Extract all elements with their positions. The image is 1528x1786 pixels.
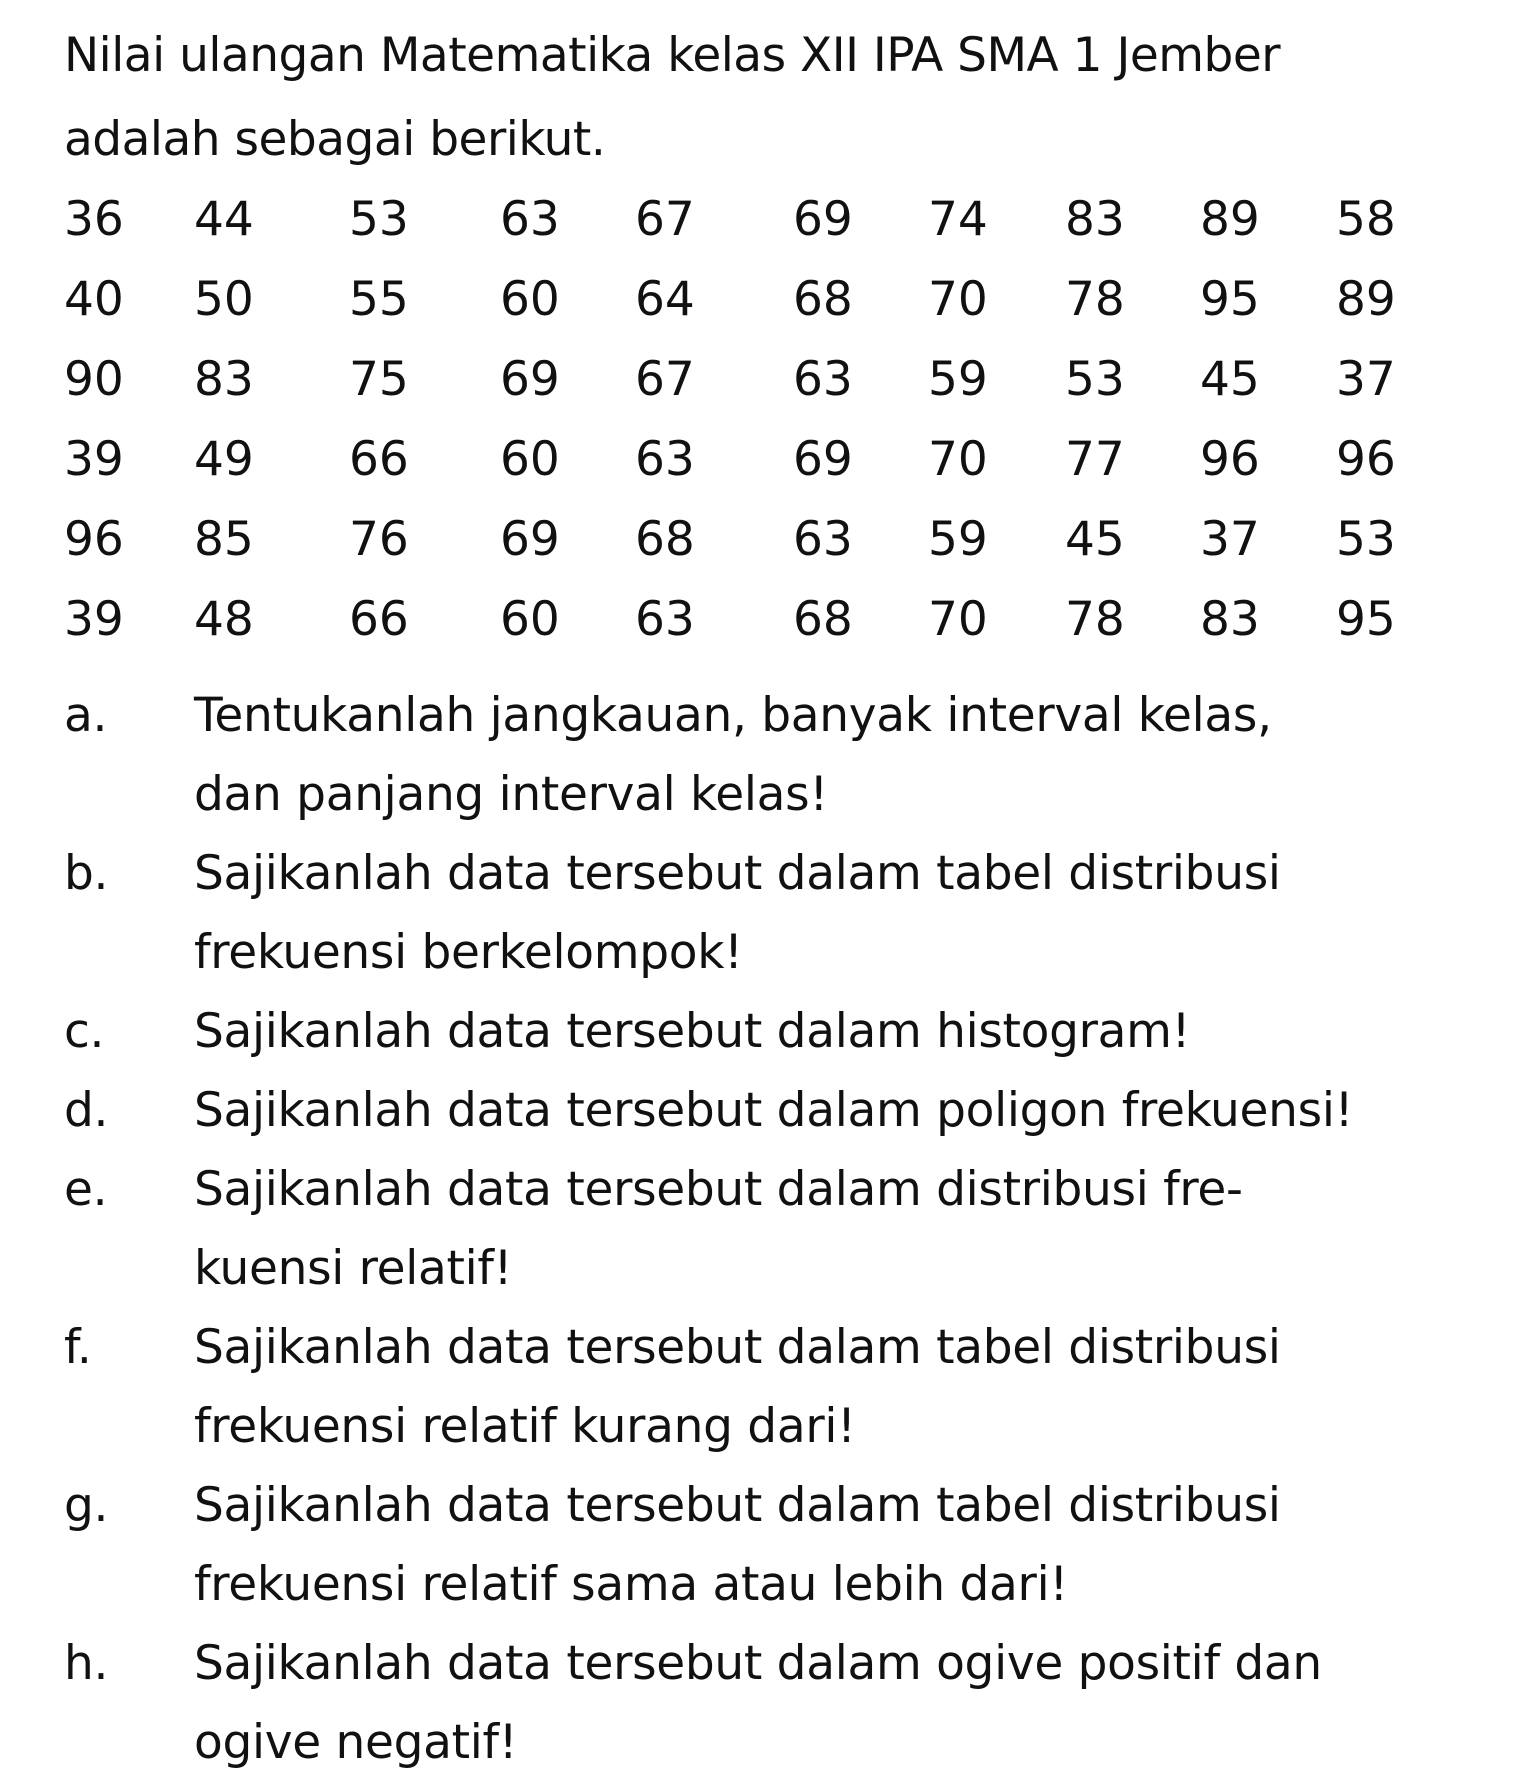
question-letter: g. (64, 1478, 109, 1533)
data-cell: 67 (635, 352, 695, 407)
data-cell: 64 (635, 272, 695, 327)
score-data-grid (64, 188, 1444, 668)
data-cell: 68 (635, 512, 695, 567)
data-cell: 83 (1065, 192, 1125, 247)
data-cell: 63 (793, 512, 853, 567)
intro-paragraph (64, 14, 1444, 182)
data-cell: 89 (1336, 272, 1396, 327)
data-row (64, 268, 1444, 348)
question-item (64, 1466, 1444, 1624)
question-letter: h. (64, 1636, 109, 1691)
question-text-line: Sajikanlah data tersebut dalam tabel distribusi (194, 1320, 1281, 1375)
question-text-line: Sajikanlah data tersebut dalam tabel distribusi (194, 846, 1281, 901)
data-cell: 36 (64, 192, 124, 247)
question-text-line: Sajikanlah data tersebut dalam histogram! (194, 1004, 1191, 1059)
data-cell: 45 (1065, 512, 1125, 567)
data-cell: 60 (500, 272, 560, 327)
data-cell: 37 (1336, 352, 1396, 407)
data-cell: 69 (793, 432, 853, 487)
data-cell: 78 (1065, 592, 1125, 647)
data-cell: 39 (64, 592, 124, 647)
question-text-line: Sajikanlah data tersebut dalam poligon frekuensi! (194, 1083, 1354, 1138)
question-item (64, 1308, 1444, 1466)
intro-line-1: Nilai ulangan Matematika kelas XII IPA SMA 1 Jember (64, 28, 1281, 83)
question-text-line: Sajikanlah data tersebut dalam distribusi fre- (194, 1162, 1243, 1217)
data-cell: 55 (349, 272, 409, 327)
data-cell: 63 (635, 592, 695, 647)
data-row (64, 428, 1444, 508)
data-cell: 53 (1336, 512, 1396, 567)
data-cell: 69 (500, 512, 560, 567)
data-cell: 96 (1200, 432, 1260, 487)
data-cell: 59 (928, 352, 988, 407)
data-cell: 68 (793, 592, 853, 647)
data-row (64, 588, 1444, 668)
data-cell: 76 (349, 512, 409, 567)
data-cell: 67 (635, 192, 695, 247)
data-cell: 95 (1336, 592, 1396, 647)
data-cell: 66 (349, 432, 409, 487)
question-list (64, 676, 1444, 1782)
question-item (64, 1150, 1444, 1308)
data-cell: 49 (194, 432, 254, 487)
data-cell: 83 (1200, 592, 1260, 647)
data-cell: 70 (928, 592, 988, 647)
data-cell: 53 (349, 192, 409, 247)
data-cell: 78 (1065, 272, 1125, 327)
data-row (64, 348, 1444, 428)
data-cell: 40 (64, 272, 124, 327)
data-cell: 39 (64, 432, 124, 487)
data-cell: 58 (1336, 192, 1396, 247)
data-cell: 77 (1065, 432, 1125, 487)
question-letter: a. (64, 688, 108, 743)
intro-line-2: adalah sebagai berikut. (64, 112, 606, 167)
data-cell: 95 (1200, 272, 1260, 327)
data-cell: 63 (635, 432, 695, 487)
data-cell: 69 (500, 352, 560, 407)
data-cell: 85 (194, 512, 254, 567)
data-cell: 70 (928, 432, 988, 487)
data-cell: 45 (1200, 352, 1260, 407)
data-row (64, 508, 1444, 588)
data-cell: 90 (64, 352, 124, 407)
question-text-line: ogive negatif! (194, 1715, 518, 1770)
data-cell: 60 (500, 432, 560, 487)
question-letter: b. (64, 846, 109, 901)
data-cell: 68 (793, 272, 853, 327)
data-cell: 44 (194, 192, 254, 247)
data-cell: 60 (500, 592, 560, 647)
question-text-line: dan panjang interval kelas! (194, 767, 828, 822)
question-text-line: frekuensi relatif kurang dari! (194, 1399, 856, 1454)
question-letter: c. (64, 1004, 105, 1059)
data-cell: 74 (928, 192, 988, 247)
data-cell: 89 (1200, 192, 1260, 247)
question-text-line: Tentukanlah jangkauan, banyak interval kelas, (194, 688, 1272, 743)
question-letter: d. (64, 1083, 109, 1138)
data-cell: 59 (928, 512, 988, 567)
data-row (64, 188, 1444, 268)
data-cell: 83 (194, 352, 254, 407)
data-cell: 96 (1336, 432, 1396, 487)
data-cell: 37 (1200, 512, 1260, 567)
question-letter: f. (64, 1320, 92, 1375)
data-cell: 70 (928, 272, 988, 327)
data-cell: 63 (500, 192, 560, 247)
question-text-line: frekuensi berkelompok! (194, 925, 743, 980)
data-cell: 48 (194, 592, 254, 647)
data-cell: 66 (349, 592, 409, 647)
question-item (64, 834, 1444, 992)
data-cell: 75 (349, 352, 409, 407)
data-cell: 53 (1065, 352, 1125, 407)
question-letter: e. (64, 1162, 108, 1217)
data-cell: 63 (793, 352, 853, 407)
question-item (64, 676, 1444, 834)
data-cell: 96 (64, 512, 124, 567)
question-item (64, 1624, 1444, 1782)
data-cell: 69 (793, 192, 853, 247)
question-text-line: kuensi relatif! (194, 1241, 513, 1296)
question-item (64, 1071, 1444, 1150)
question-text-line: Sajikanlah data tersebut dalam tabel distribusi (194, 1478, 1281, 1533)
question-item (64, 992, 1444, 1071)
question-text-line: frekuensi relatif sama atau lebih dari! (194, 1557, 1068, 1612)
data-cell: 50 (194, 272, 254, 327)
question-text-line: Sajikanlah data tersebut dalam ogive positif dan (194, 1636, 1322, 1691)
